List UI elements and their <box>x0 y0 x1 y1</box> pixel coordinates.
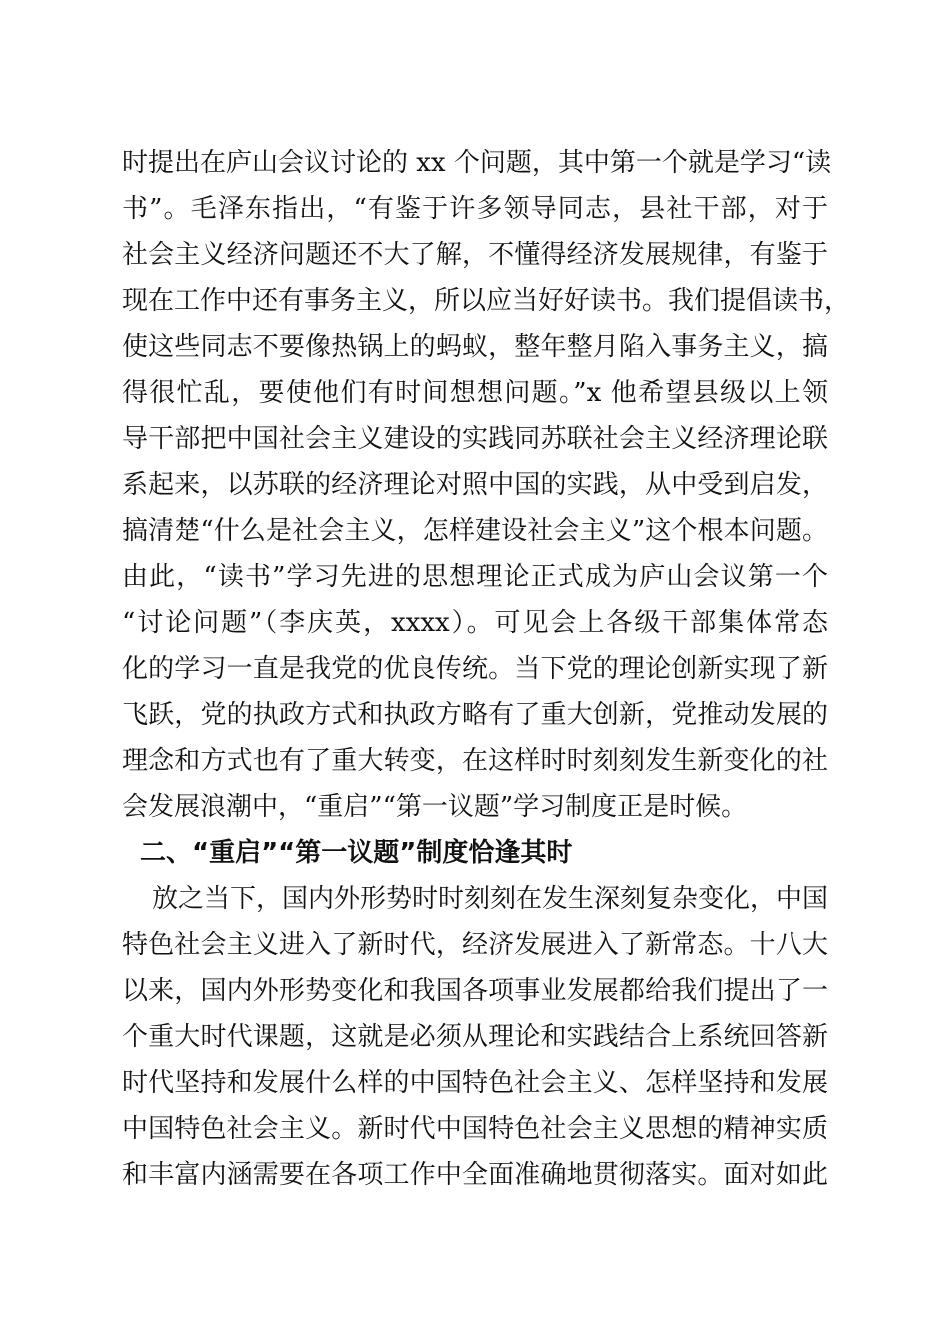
paragraph-1 <box>122 140 851 830</box>
paragraph-line: 现在工作中还有事务主义，所以应当好好读书。我们提倡读书， <box>122 286 851 316</box>
paragraph-line: 导干部把中国社会主义建设的实践同苏联社会主义经济理论联 <box>122 424 828 454</box>
paragraph-line: 以来，国内外形势变化和我国各项事业发展都给我们提出了一 <box>122 976 828 1006</box>
paragraph-2 <box>122 876 828 1198</box>
paragraph-line: 时提出在庐山会议讨论的 xx 个问题，其中第一个就是学习“读 <box>122 148 832 178</box>
section-heading: 二、“重启”“第一议题”制度恰逢其时 <box>140 838 573 868</box>
paragraph-line: 和丰富内涵需要在各项工作中全面准确地贯彻落实。面对如此 <box>122 1160 828 1190</box>
paragraph-line: 特色社会主义进入了新时代，经济发展进入了新常态。十八大 <box>122 930 828 960</box>
paragraph-line: 理念和方式也有了重大转变，在这样时时刻刻发生新变化的社 <box>122 746 828 776</box>
paragraph-line: 书”。毛泽东指出，“有鉴于许多领导同志，县社干部，对于 <box>122 194 828 224</box>
paragraph-line: 个重大时代课题，这就是必须从理论和实践结合上系统回答新 <box>122 1022 828 1052</box>
paragraph-line: 使这些同志不要像热锅上的蚂蚁，整年整月陷入事务主义，搞 <box>122 332 828 362</box>
paragraph-line: 飞跃，党的执政方式和执政方略有了重大创新，党推动发展的 <box>122 700 828 730</box>
paragraph-line: 得很忙乱，要使他们有时间想想问题。”x 他希望县级以上领 <box>122 378 828 408</box>
paragraph-line: 由此，“读书”学习先进的思想理论正式成为庐山会议第一个 <box>122 562 828 592</box>
paragraph-line: “讨论问题”（李庆英，xxxx）。可见会上各级干部集体常态 <box>122 608 828 638</box>
document-body <box>122 140 851 1198</box>
paragraph-line: 系起来，以苏联的经济理论对照中国的实践，从中受到启发， <box>122 470 828 500</box>
paragraph-line: 放之当下，国内外形势时时刻刻在发生深刻复杂变化，中国 <box>152 884 829 914</box>
paragraph-line: 时代坚持和发展什么样的中国特色社会主义、怎样坚持和发展 <box>122 1068 828 1098</box>
paragraph-line: 中国特色社会主义。新时代中国特色社会主义思想的精神实质 <box>122 1114 828 1144</box>
paragraph-line: 化的学习一直是我党的优良传统。当下党的理论创新实现了新 <box>122 654 828 684</box>
paragraph-line: 搞清楚“什么是社会主义，怎样建设社会主义”这个根本问题。 <box>122 516 828 546</box>
paragraph-line: 社会主义经济问题还不大了解，不懂得经济发展规律，有鉴于 <box>122 240 828 270</box>
paragraph-line: 会发展浪潮中，“重启”“第一议题”学习制度正是时候。 <box>122 792 748 822</box>
